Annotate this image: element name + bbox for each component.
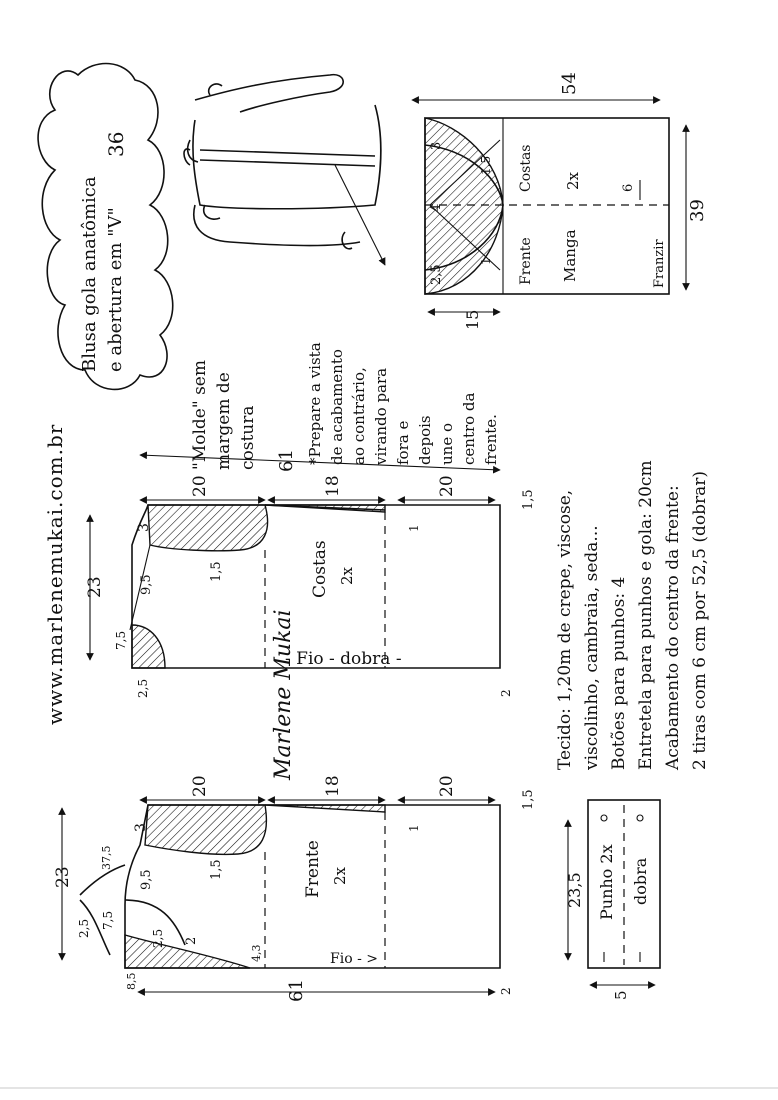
materials-line-1: Tecido: 1,20m de crepe, viscose, bbox=[555, 489, 575, 770]
front-qty: 2x bbox=[331, 866, 349, 885]
back-d-1-5: 1,5 bbox=[521, 489, 536, 510]
front-hem-side: 20 bbox=[437, 775, 457, 797]
sleeve-cap-mid: 4 bbox=[429, 203, 444, 212]
front-d-1-5: 1,5 bbox=[521, 789, 536, 810]
sleeve-cap-top: 3 bbox=[429, 141, 444, 150]
materials-note bbox=[555, 460, 710, 771]
cuff-width: 23,5 bbox=[565, 872, 584, 908]
front-grain: Fio - > bbox=[330, 951, 378, 967]
front-neck-top: 37,5 bbox=[100, 845, 113, 870]
back-side: 18 bbox=[323, 475, 343, 497]
back-grain: - Fio - dobra - bbox=[285, 649, 402, 669]
website-url: www.marlenemukai.com.br bbox=[43, 423, 67, 725]
front-d43: 4,3 bbox=[250, 944, 263, 962]
sleeve-front-label: Frente bbox=[518, 237, 534, 285]
signature: Marlene Mukai bbox=[271, 609, 296, 780]
sleeve-left: 15 bbox=[463, 309, 482, 330]
note-molde-line1: "Molde" sem bbox=[190, 360, 210, 470]
materials-line-5: Acabamento do centro da frente: bbox=[663, 485, 683, 770]
note-prepare-line-9: frente. bbox=[482, 414, 500, 465]
back-d95: 9,5 bbox=[139, 574, 154, 595]
note-molde-line3: costura bbox=[238, 405, 258, 470]
materials-line-4: Entretela para punhos e gola: 20cm bbox=[636, 460, 656, 770]
sleeve-height: 39 bbox=[687, 199, 708, 222]
sleeve-franzir: Franzir bbox=[652, 239, 667, 288]
front-d2b: 2 bbox=[499, 987, 513, 995]
sleeve-cap-side: 2,5 bbox=[429, 264, 444, 285]
front-d85: 8,5 bbox=[125, 972, 138, 990]
back-neck: 23 bbox=[85, 576, 105, 598]
sleeve-d3: 1 bbox=[479, 257, 493, 265]
back-d2: 2 bbox=[499, 689, 513, 697]
note-prepare-line-2: de acabamento bbox=[328, 349, 346, 465]
front-total: 61 bbox=[286, 979, 307, 1002]
sleeve-name: Manga bbox=[561, 229, 579, 282]
materials-line-2: viscolinho, cambraia, seda... bbox=[582, 525, 602, 770]
sleeve-qty: 2x bbox=[564, 171, 582, 190]
back-hem-side: 20 bbox=[437, 475, 457, 497]
back-armhole-hatch bbox=[148, 505, 268, 551]
back-d25: 2,5 bbox=[136, 678, 150, 698]
front-side: 18 bbox=[323, 775, 343, 797]
front-pattern bbox=[53, 775, 536, 1002]
back-d1: 1 bbox=[407, 524, 421, 532]
back-total: 61 bbox=[276, 449, 297, 472]
back-d3: 3 bbox=[136, 523, 152, 532]
front-d25: 2,5 bbox=[77, 918, 91, 938]
title-size: 36 bbox=[104, 131, 128, 157]
note-molde bbox=[190, 360, 258, 470]
front-armhole-hatch bbox=[145, 805, 266, 854]
sleeve-pattern bbox=[412, 72, 708, 330]
cuff-pattern bbox=[565, 800, 660, 1000]
title-cloud bbox=[38, 64, 173, 390]
back-neck-hatch bbox=[132, 625, 165, 668]
blouse-sketch bbox=[184, 75, 385, 265]
cuff-name: Punho 2x bbox=[597, 844, 616, 920]
note-molde-line2: margem de bbox=[214, 372, 234, 470]
front-d1: 1 bbox=[407, 824, 421, 832]
title-line2: e abertura em "V" bbox=[105, 207, 126, 372]
back-d15: 1,5 bbox=[209, 561, 224, 582]
front-d2: 2 bbox=[184, 936, 199, 945]
front-name: Frente bbox=[303, 840, 323, 898]
note-prepare-line-8: centro da bbox=[460, 392, 478, 465]
materials-line-3: Botões para punhos: 4 bbox=[609, 576, 629, 770]
note-prepare-line-5: fora e bbox=[394, 420, 412, 465]
note-prepare-line-7: une o bbox=[438, 423, 456, 465]
sleeve-franzir-mark: 6 bbox=[621, 183, 636, 192]
cuff-fold: dobra bbox=[631, 857, 650, 905]
title-line1: Blusa gola anatômica bbox=[79, 176, 100, 372]
front-d95: 9,5 bbox=[139, 869, 154, 890]
materials-line-6: 2 tiras com 6 cm por 52,5 (dobrar) bbox=[690, 471, 710, 770]
sleeve-back-label: Costas bbox=[518, 144, 534, 192]
front-d75: 7,5 bbox=[101, 910, 115, 930]
back-shoulder: 20 bbox=[190, 475, 210, 497]
sleeve-width: 54 bbox=[559, 72, 580, 95]
back-qty: 2x bbox=[338, 566, 356, 585]
note-prepare-line-3: ao contrário, bbox=[350, 367, 368, 465]
cuff-height: 5 bbox=[612, 990, 630, 1000]
front-d3: 3 bbox=[133, 823, 149, 832]
front-shoulder: 20 bbox=[190, 775, 210, 797]
note-prepare-line-6: depois bbox=[416, 415, 434, 465]
front-d15: 1,5 bbox=[209, 859, 224, 880]
back-name: Costas bbox=[310, 540, 330, 598]
front-neck: 23 bbox=[53, 866, 73, 888]
note-prepare-line-1: *Prepare a vista bbox=[306, 342, 324, 465]
front-d25b: 2,5 bbox=[151, 928, 165, 948]
note-prepare-line-4: virando para bbox=[372, 367, 390, 465]
note-prepare bbox=[306, 342, 500, 466]
sleeve-d2: 1,5 bbox=[479, 155, 493, 175]
back-pattern bbox=[85, 449, 536, 698]
back-d75: 7,5 bbox=[114, 630, 128, 650]
